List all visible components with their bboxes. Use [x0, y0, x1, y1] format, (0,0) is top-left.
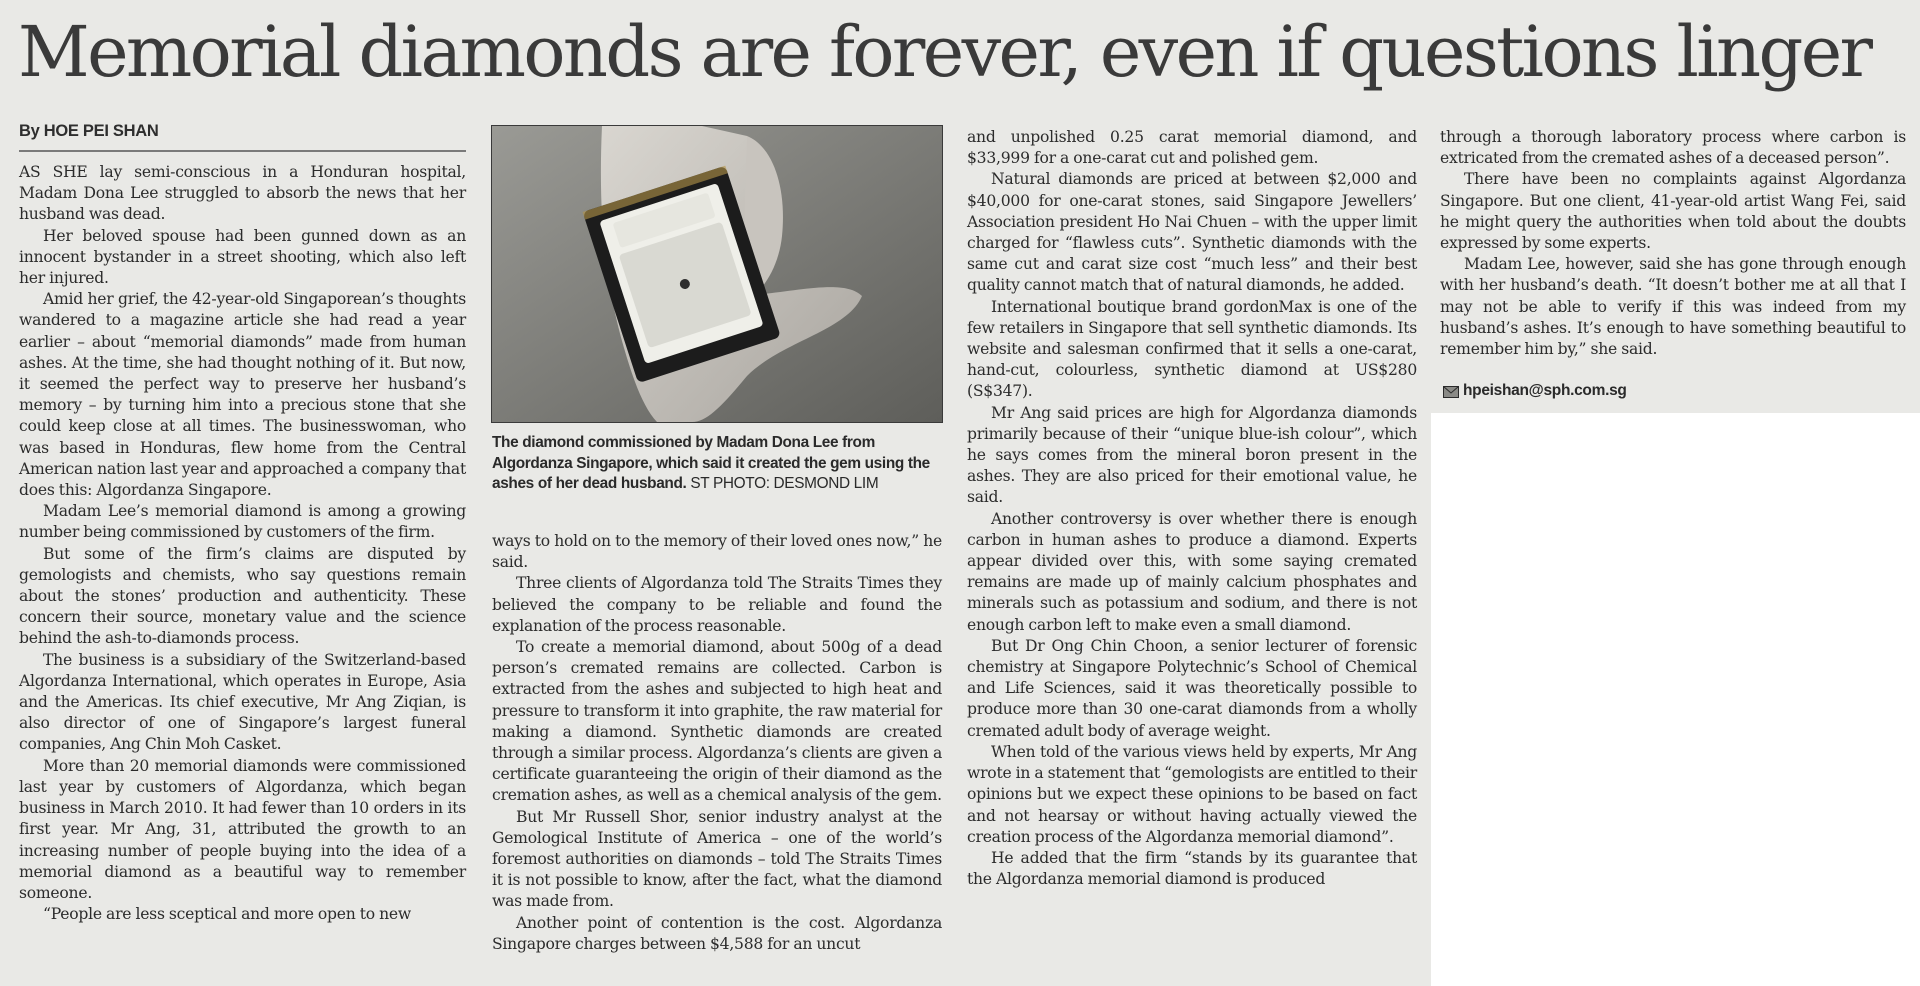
paragraph: Amid her grief, the 42-year-old Singaporean’s thoughts wandered to a magazine article she had read a year earlier – about “memorial diamonds” made from human ashes. At the time, she had thought nothing of it. But now, it seemed the perfect way to preserve her husband’s memory – by turning him into a precious stone that she could keep close at all times. The businesswoman, who was based in Honduras, flew home from the Central American nation last year and approached a company that does this: Algordanza Singapore. [19, 290, 466, 500]
paragraph: Mr Ang said prices are high for Algordanza diamonds primarily because of their “unique blue-ish colour”, which he says comes from the mineral boron present in the ashes. They are also priced for their emotional value, he said. [967, 403, 1417, 507]
paragraph: To create a memorial diamond, about 500g of a dead person’s cremated remains are collected. Carbon is extracted from the ashes and subjected to high heat and pressure to transform it into graphite, the raw material for making a diamond. Synthetic diamonds are created through a similar process. Algordanza’s clients are given a certificate guaranteeing the origin of their diamond as the cremation ashes, as well as a chemical analysis of the gem. [492, 638, 942, 805]
mail-icon [1443, 385, 1459, 397]
paragraph: The business is a subsidiary of the Switzerland-based Algordanza International, which operates in Europe, Asia and the Americas. Its chief executive, Mr Ang Ziqian, is also director of one of Singapore’s largest funeral companies, Ang Chin Moh Casket. [19, 650, 466, 754]
email-address[interactable]: hpeishan@sph.com.sg [1463, 382, 1627, 399]
paragraph: International boutique brand gordonMax is one of the few retailers in Singapore that sell synthetic diamonds. Its website and salesman confirmed that it sells a one-carat, hand-cut, colourless, synthetic diamond at US$280 (S$347). [967, 297, 1417, 401]
paragraph: But Dr Ong Chin Choon, a senior lecturer of forensic chemistry at Singapore Polytechnic’s School of Chemical and Life Sciences, said it was theoretically possible to produce more than 30 one-carat diamonds from a wholly cremated adult body of average weight. [967, 636, 1417, 740]
byline-rule [19, 150, 466, 152]
article-column-3 [967, 127, 1417, 890]
paragraph: Another point of contention is the cost. Algordanza Singapore charges between $4,588 for an uncut [492, 913, 942, 953]
paragraph: and unpolished 0.25 carat memorial diamond, and $33,999 for a one-carat cut and polished gem. [967, 128, 1417, 168]
paragraph: More than 20 memorial diamonds were commissioned last year by customers of Algordanza, which began business in March 2010. It had fewer than 10 orders in its first year. Mr Ang, 31, attributed the growth to an increasing number of people buying into the idea of a memorial diamond as a beautiful way to remember someone. [19, 756, 466, 902]
article-column-2 [492, 531, 942, 955]
paragraph: AS SHE lay semi-conscious in a Honduran hospital, Madam Dona Lee struggled to absorb the news that her husband was dead. [19, 163, 466, 224]
caption-text: The diamond commissioned by Madam Dona Lee from Algordanza Singapore, which said it created the gem using the ashes of her dead husband. [492, 434, 930, 492]
paragraph: But some of the firm’s claims are disputed by gemologists and chemists, who say questions remain about the stones’ production and authenticity. These concern their source, monetary value and the science behind the ash-to-diamonds process. [19, 544, 466, 648]
article-column-1 [19, 162, 466, 925]
headline: Memorial diamonds are forever, even if questions linger [18, 11, 1871, 93]
paragraph: Madam Lee’s memorial diamond is among a growing number being commissioned by customers of the firm. [19, 502, 466, 542]
photo-caption [492, 433, 942, 495]
paragraph: Madam Lee, however, said she has gone through enough with her husband’s death. “It doesn’t bother me at all that I may not be able to verify if this was indeed from my husband’s ashes. It’s enough to have something beautiful to remember him by,” she said. [1440, 255, 1906, 359]
photo-credit: ST PHOTO: DESMOND LIM [686, 475, 879, 492]
paragraph: There have been no complaints against Algordanza Singapore. But one client, 41-year-old artist Wang Fei, said he might query the authorities when told about the doubts expressed by some experts. [1440, 170, 1906, 253]
article-column-4 [1440, 127, 1906, 360]
paragraph: Natural diamonds are priced at between $2,000 and $40,000 for one-carat stones, said Singapore Jewellers’ Association president Ho Nai Chuen – with the upper limit charged for “flawless cuts”. Synthetic diamonds with the same cut and carat size cost “much less” and their best quality cannot match that of natural diamonds, he added. [967, 170, 1417, 295]
paragraph: ways to hold on to the memory of their loved ones now,” he said. [492, 532, 942, 572]
paragraph: When told of the various views held by experts, Mr Ang wrote in a statement that “gemologists are entitled to their opinions but we expect these opinions to be based on fact and not hearsay or without having actually viewed the creation process of the Algordanza memorial diamond”. [967, 742, 1417, 846]
paragraph: “People are less sceptical and more open to new [43, 905, 411, 924]
diamond-box-illustration [492, 126, 942, 422]
paragraph: Her beloved spouse had been gunned down as an innocent bystander in a street shooting, which also left her injured. [19, 226, 466, 288]
blank-area [1431, 413, 1920, 986]
paragraph: through a thorough laboratory process where carbon is extricated from the cremated ashes of a deceased person”. [1440, 128, 1906, 168]
article-photo [492, 126, 942, 422]
paragraph: But Mr Russell Shor, senior industry analyst at the Gemological Institute of America – one of the world’s foremost authorities on diamonds – told The Straits Times it is not possible to know, after the fact, what the diamond was made from. [492, 807, 942, 911]
paragraph: Another controversy is over whether there is enough carbon in human ashes to produce a diamond. Experts appear divided over this, with some saying cremated remains are made up of mainly calcium phosphates and minerals such as potassium and sodium, and there is not enough carbon left to make even a small diamond. [967, 509, 1417, 634]
paragraph: Three clients of Algordanza told The Straits Times they believed the company to be reliable and found the explanation of the process reasonable. [492, 574, 942, 635]
paragraph: He added that the firm “stands by its guarantee that the Algordanza memorial diamond is produced [967, 848, 1417, 889]
byline: By HOE PEI SHAN [19, 122, 159, 140]
author-email[interactable] [1443, 382, 1627, 400]
